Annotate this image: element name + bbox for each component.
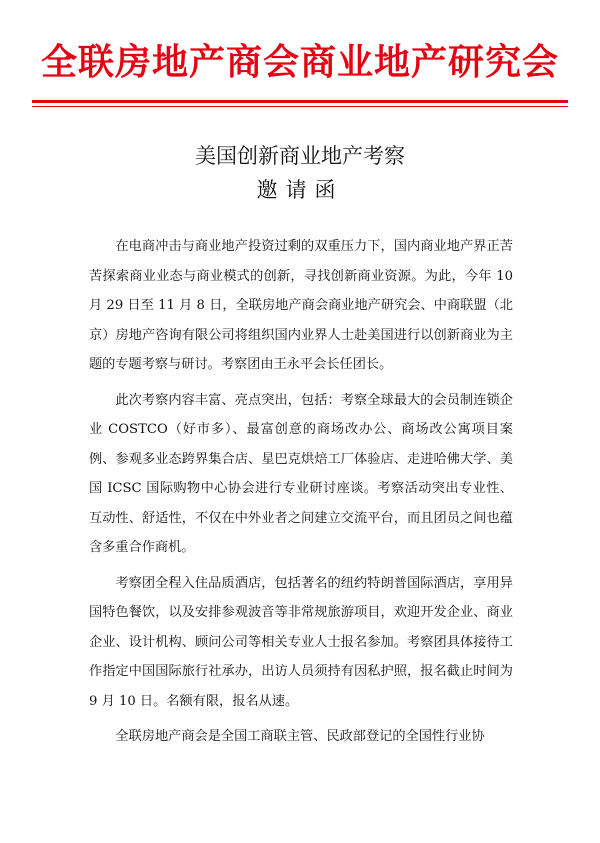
body-paragraph-2: 此次考察内容丰富、亮点突出，包括：考察全球最大的会员制连锁企业 COSTCO（好市多）、最富创意的商场改办公、商场改公寓项目案例、参观多业态跨界集合店、星巴克烘焙工厂体验店、走进哈佛大学、美国 ICSC 国际购物中心协会进行专业研讨座谈。考察活动突出专业性、互动性、舒适性，不仅在中外业者之间建立交流平台，而且团员之间也蕴含多重合作商机。 xyxy=(89,392,513,555)
letterhead-rule-thick xyxy=(32,100,568,103)
letter-body xyxy=(89,232,513,758)
body-paragraph-4: 全联房地产商会是全国工商联主管、民政部登记的全国性行业协 xyxy=(115,729,485,744)
organization-letterhead: 全联房地产商会商业地产研究会 xyxy=(40,41,559,83)
body-paragraph-3: 考察团全程入住品质酒店，包括著名的纽约特朗普国际酒店，享用异国特色餐饮，以及安排参观波音等非常规旅游项目，欢迎开发企业、商业企业、设计机构、顾问公司等相关专业人士报名参加。考察团具体接待工作指定中国国际旅行社承办，出访人员须持有因私护照，报名截止时间为 9 月 10 日。名额有限，报名从速。 xyxy=(89,575,513,709)
body-paragraph-1: 在电商冲击与商业地产投资过剩的双重压力下，国内商业地产界正苦苦探索商业业态与商业模式的创新，寻找创新商业资源。为此，今年 10 月 29 日至 11 月 8 日，全联房地产商会商业地产研究会、中商联盟（北京）房地产咨询有限公司将组织国内业界人士赴美国进行以创新商业为主题的专题考察与研讨。考察团由王永平会长任团长。 xyxy=(89,239,513,372)
letterhead-rule-thin xyxy=(32,106,568,107)
document-subtitle: 邀请函 xyxy=(256,178,344,202)
document-title: 美国创新商业地产考察 xyxy=(195,144,405,168)
